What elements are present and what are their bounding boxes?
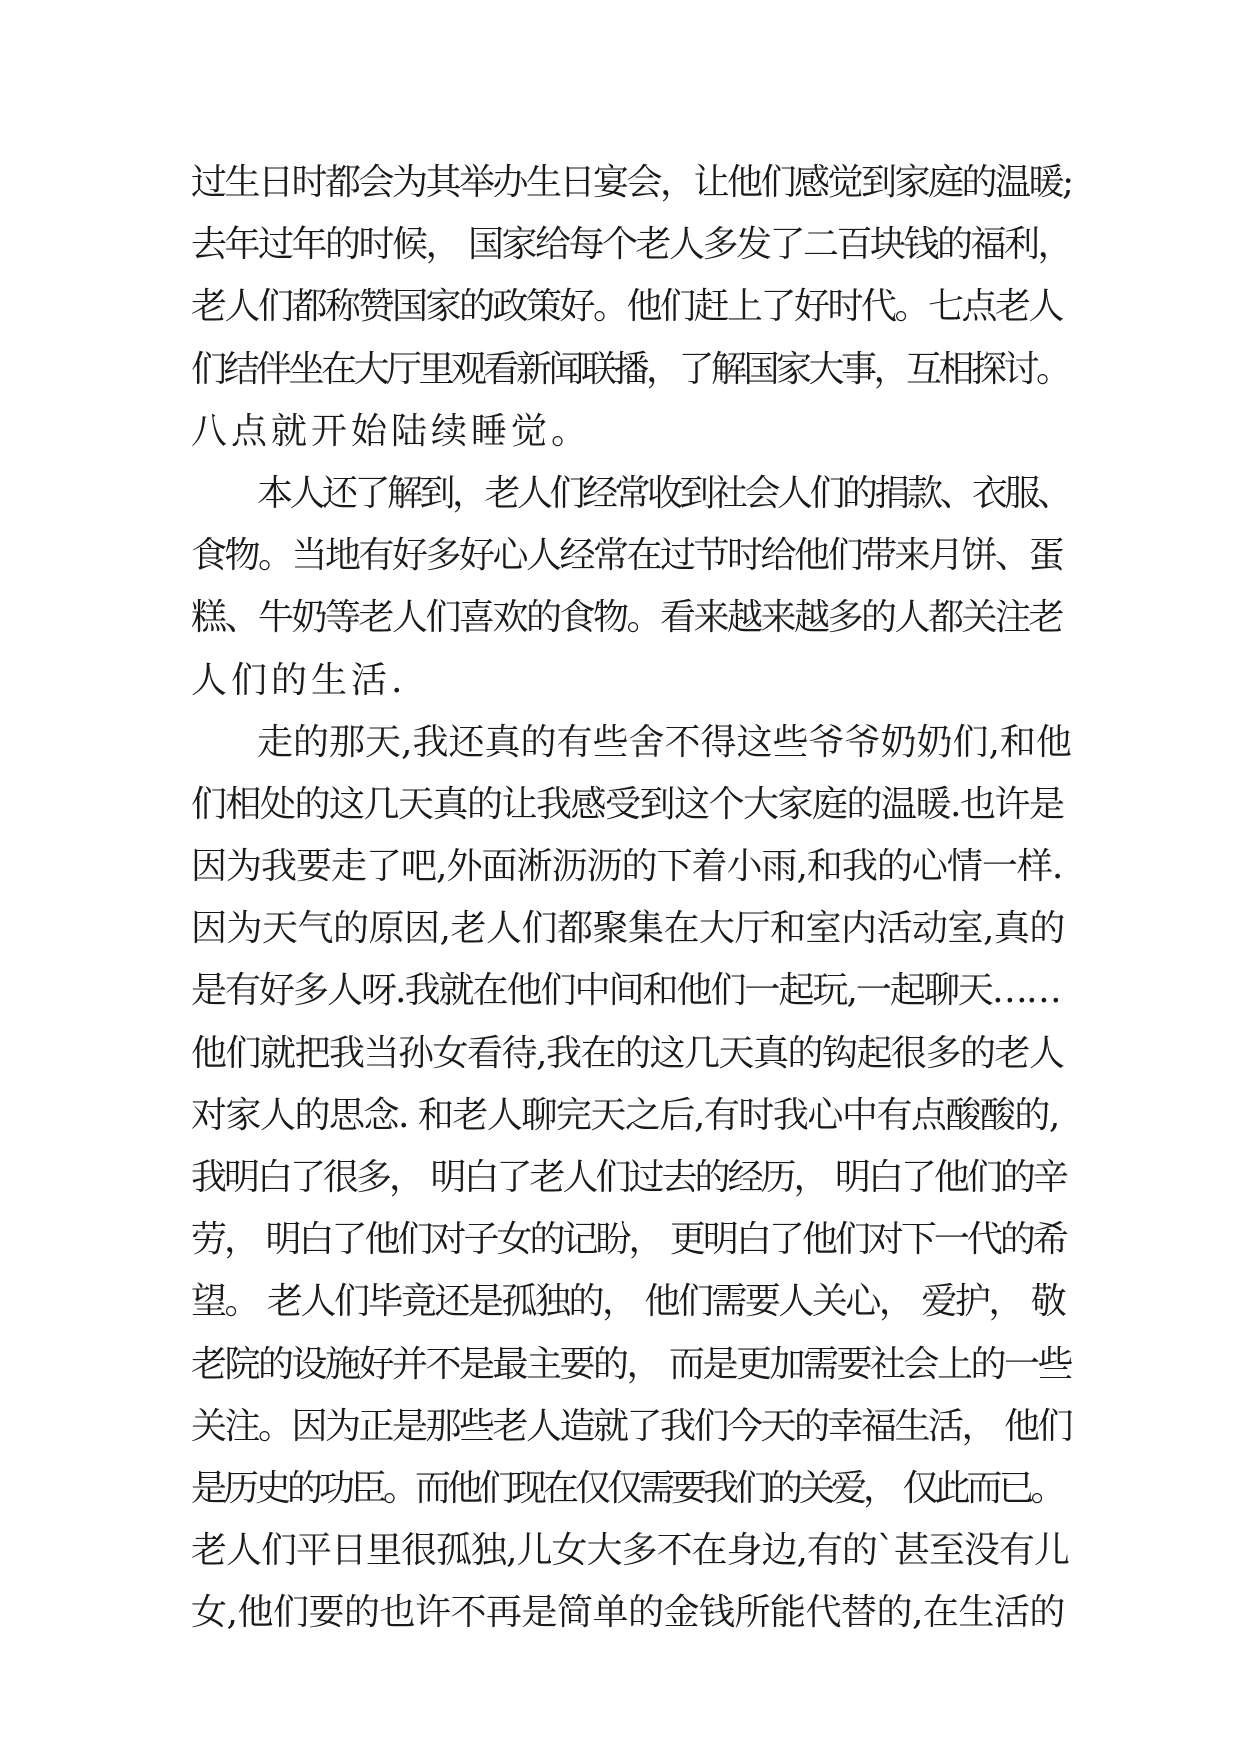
text-line: 过生日时都会为其举办生日宴会，让他们感觉到家庭的温暖; — [191, 162, 1072, 203]
text-line: 老人们都称赞国家的政策好。他们赶上了好时代。七点老人 — [191, 286, 1063, 328]
text-line: 女,他们要的也许不再是简单的金钱所能代替的,在生活的 — [191, 1592, 1065, 1634]
text-line: 八点就开始陆续睡觉。 — [191, 410, 592, 452]
text-line: 我明白了很多， 明白了老人们过去的经历， 明白了他们的辛 — [191, 1157, 1066, 1198]
text-line: 老院的设施好并不是最主要的， 而是更加需要社会上的一些 — [191, 1343, 1071, 1385]
text-line: 人们的生活. — [191, 659, 407, 701]
text-line: 望。 老人们毕竟还是孤独的， 他们需要人关心， 爱护， 敬 — [191, 1281, 1065, 1323]
text-line: 因为天气的原因,老人们都聚集在大厅和室内活动室,真的 — [191, 908, 1065, 950]
paragraph-first-line: 走的那天,我还真的有些舍不得这些爷爷奶奶们,和他 — [257, 721, 1072, 763]
text-line: 老人们平日里很孤独,儿女大多不在身边,有的`甚至没有儿 — [191, 1530, 1069, 1572]
paragraph-first-line: 本人还了解到，老人们经常收到社会人们的捐款、衣服、 — [257, 472, 1070, 514]
document-body — [191, 152, 1071, 1645]
text-line: 是历史的功臣。而他们现在仅仅需要我们的关爱， 仅此而已。 — [191, 1467, 1063, 1509]
text-line: 是有好多人呀.我就在他们中间和他们一起玩,一起聊天…… — [191, 970, 1060, 1012]
text-line: 对家人的思念. 和老人聊完天之后,有时我心中有点酸酸的, — [191, 1094, 1059, 1136]
text-line: 们相处的这几天真的让我感受到这个大家庭的温暖.也许是 — [191, 783, 1064, 825]
text-line: 他们就把我当孙女看待,我在的这几天真的钩起很多的老人 — [191, 1032, 1064, 1074]
text-line: 去年过年的时候， 国家给每个老人多发了二百块钱的福利， — [191, 224, 1071, 266]
text-line: 食物。当地有好多好心人经常在过节时给他们带来月饼、蛋 — [191, 535, 1063, 577]
text-line: 因为我要走了吧,外面淅沥沥的下着小雨,和我的心情一样. — [191, 846, 1063, 888]
text-line: 们结伴坐在大厅里观看新闻联播，了解国家大事，互相探讨。 — [191, 348, 1069, 390]
text-line: 关注。因为正是那些老人造就了我们今天的幸福生活， 他们 — [191, 1405, 1071, 1447]
text-line: 劳， 明白了他们对子女的记盼， 更明白了他们对下一代的希 — [191, 1219, 1066, 1261]
text-line: 糕、牛奶等老人们喜欢的食物。看来越来越多的人都关注老 — [191, 597, 1063, 639]
